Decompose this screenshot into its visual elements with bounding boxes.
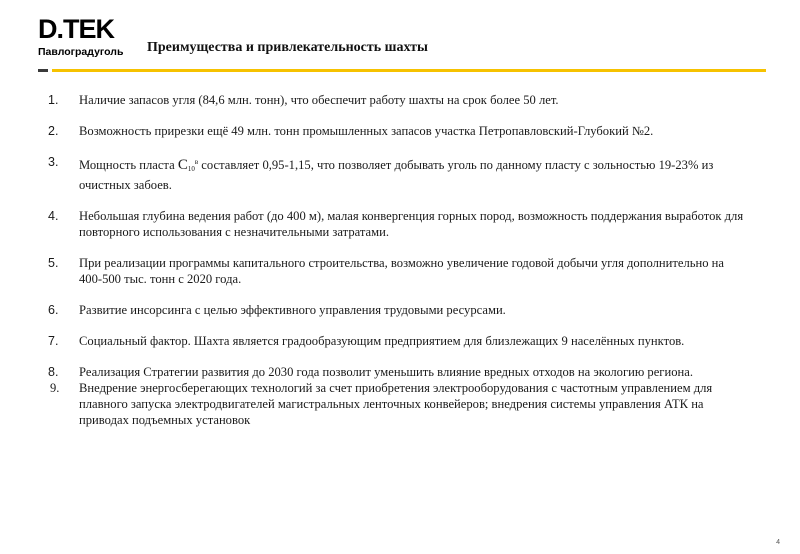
list-item bbox=[48, 302, 748, 318]
dtek-logo bbox=[38, 16, 136, 62]
seam-subscript: 10 bbox=[187, 165, 195, 173]
list-item-text: Наличие запасов угля (84,6 млн. тонн), что обеспечит работу шахты на срок более 50 лет. bbox=[79, 93, 559, 107]
list-item-text: Возможность прирезки ещё 49 млн. тонн промышленных запасов участка Петропавловский-Глубокий №2. bbox=[79, 124, 654, 138]
list-item bbox=[48, 333, 748, 349]
list-item-text bbox=[79, 154, 748, 193]
advantages-list bbox=[48, 92, 748, 428]
seam-superscript: в bbox=[194, 158, 199, 166]
list-item-number: 7. bbox=[48, 334, 59, 348]
list-item-text: Развитие инсорсинга с целью эффективного управления трудовыми ресурсами. bbox=[79, 303, 506, 317]
list-item bbox=[48, 208, 748, 240]
list-item bbox=[48, 380, 748, 428]
header-rule-dark bbox=[38, 69, 48, 72]
text-segment: Мощность пласта bbox=[79, 158, 178, 172]
list-item-number: 8. bbox=[48, 365, 59, 379]
seam-symbol: С bbox=[177, 157, 188, 173]
list-item bbox=[48, 364, 748, 380]
list-item-number: 2. bbox=[48, 124, 59, 138]
text-segment: составляет 0,95-1,15, что позволяет добывать уголь по данному пласту с зольностью 19-23% из очистных забоев. bbox=[79, 158, 714, 192]
page-title: Преимущества и привлекательность шахты bbox=[147, 40, 428, 55]
list-item bbox=[48, 92, 748, 108]
page-number: 4 bbox=[776, 539, 780, 546]
list-item bbox=[48, 255, 748, 287]
logo-subtitle: Павлоградуголь bbox=[38, 46, 124, 58]
list-item-number: 6. bbox=[48, 303, 59, 317]
list-item-number: 9. bbox=[50, 381, 60, 395]
header-rule-accent bbox=[52, 69, 766, 72]
list-item-text: При реализации программы капитального строительства, возможно увеличение годовой добычи угля дополнительно на 400-500 тыс. тонн с 2020 года. bbox=[79, 256, 724, 286]
list-item-text: Социальный фактор. Шахта является градообразующим предприятием для близлежащих 9 населённых пунктов. bbox=[79, 334, 685, 348]
list-item-number: 4. bbox=[48, 209, 59, 223]
logo-mark: D.TEK bbox=[38, 14, 114, 44]
list-item bbox=[48, 154, 748, 193]
list-item-text: Внедрение энергосберегающих технологий за счет приобретения электрооборудования с частотным управлением для плавного запуска электродвигателей магистральных ленточных конвейеров; внедрения системы управления АТК на приводах подъемных установок bbox=[79, 381, 713, 427]
list-item-text: Небольшая глубина ведения работ (до 400 м), малая конвергенция горных пород, возможность поддержания выработок для повторного использования с незначительными затратами. bbox=[79, 209, 744, 239]
list-item-text: Реализация Стратегии развития до 2030 года позволит уменьшить влияние вредных отходов на экологию региона. bbox=[79, 365, 693, 379]
list-item bbox=[48, 123, 748, 139]
list-item-number: 1. bbox=[48, 93, 59, 107]
list-item-number: 5. bbox=[48, 256, 59, 270]
list-item-number: 3. bbox=[48, 155, 59, 169]
